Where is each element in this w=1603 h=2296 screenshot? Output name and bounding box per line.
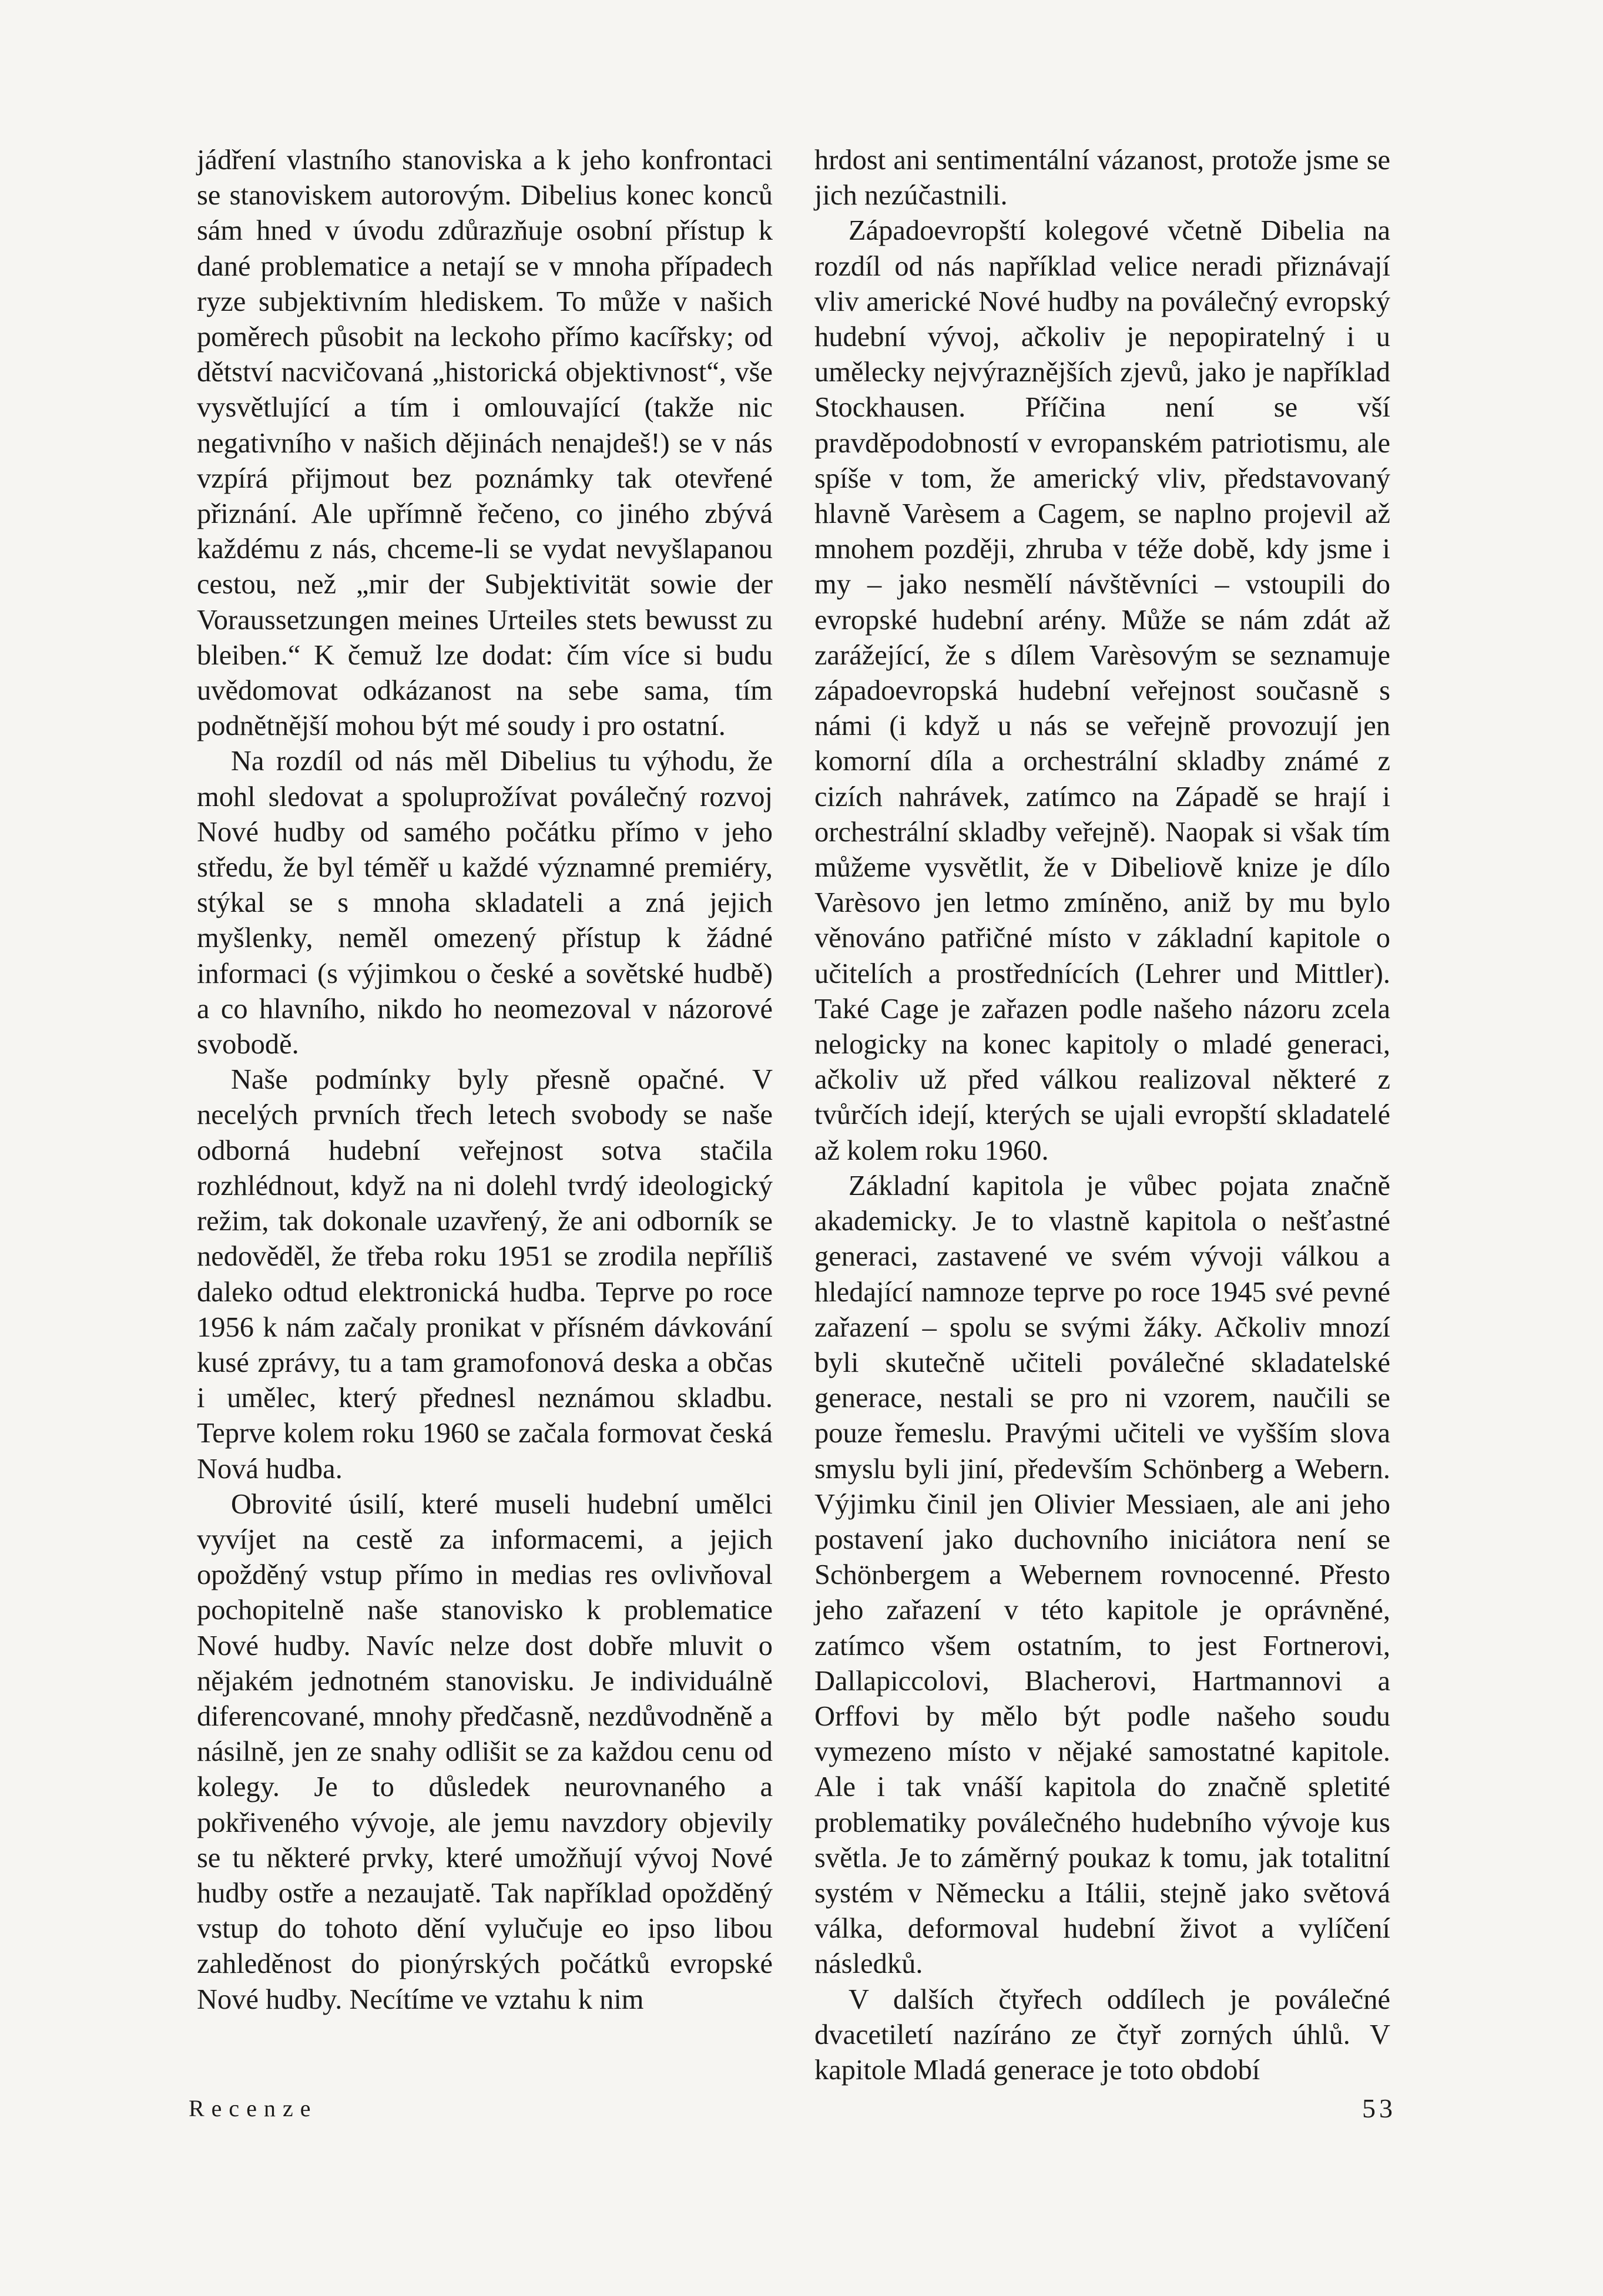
- paragraph: Základní kapitola je vůbec pojata značně akademicky. Je to vlastně kapitola o nešťastné generaci, zastavené ve svém vývoji válkou a hledající namnoze teprve po roce 1945 své pevné zařazení – spolu se svými žáky. Ačkoliv mnozí byli skutečně učiteli poválečné skladatelské generace, nestali se pro ni vzorem, naučili se pouze řemeslu. Pravými učiteli ve vyšším slova smyslu byli jiní, především Schönberg a Webern. Výjimku činil jen Olivier Messiaen, ale ani jeho postavení jako duchovního iniciátora není se Schönbergem a Webernem rovnocenné. Přesto jeho zařazení v této kapitole je oprávněné, zatímco všem ostatním, to jest Fortnerovi, Dallapiccolovi, Blacherovi, Hartmannovi a Orffovi by mělo být podle našeho soudu vymezeno místo v nějaké samostatné kapitole. Ale i tak vnáší kapitola do značně spletité problematiky poválečného hudebního vývoje kus světla. Je to záměrný poukaz k tomu, jak totalitní systém v Německu a Itálii, stejně jako světová válka, deformoval hudební život a vylíčení následků.: [814, 1170, 1390, 1980]
- page-number: 53: [1362, 2093, 1396, 2123]
- paragraph: V dalších čtyřech oddílech je poválečné dvacetiletí nazíráno ze čtyř zorných úhlů. V kapitole Mladá generace je toto období: [814, 1983, 1390, 2086]
- paragraph: jádření vlastního stanoviska a k jeho konfrontaci se stanoviskem autorovým. Dibelius konec konců sám hned v úvodu zdůrazňuje osobní přístup k dané problematice a netají se v mnoha případech ryze subjektivním hlediskem. To může v našich poměrech působit na leckoho přímo kacířsky; od dětství nacvičovaná „historická objektivnost“, vše vysvětlující a tím i omlouvající (takže nic negativního v našich dějinách nenajdeš!) se v nás vzpírá přijmout bez poznámky tak otevřené přiznání. Ale upřímně řečeno, co jiného zbývá každému z nás, chceme-li se vydat nevyšlapanou cestou, než „mir der Subjektivität sowie der Voraussetzungen meines Urteiles stets bewusst zu bleiben.“ K čemuž lze dodat: čím více si budu uvědomovat odkázanost na sebe sama, tím podnětnější mohou být mé soudy i pro ostatní.: [197, 145, 773, 742]
- paragraph: Obrovité úsilí, které museli hudební umělci vyvíjet na cestě za informacemi, a jejich opožděný vstup přímo in medias res ovlivňoval pochopitelně naše stanovisko k problematice Nové hudby. Navíc nelze dost dobře mluvit o nějakém jednotném stanovisku. Je individuálně diferencované, mnohy předčasně, nezdůvodněně a násilně, jen ze snahy odlišit se za každou cenu od kolegy. Je to důsledek neurovnaného a pokřiveného vývoje, ale jemu navzdory objevily se tu některé prvky, které umožňují vývoj Nové hudby ostře a nezaujatě. Tak například opožděný vstup do tohoto dění vylučuje eo ipso libou zahleděnost do pionýrských počátků evropské Nové hudby. Necítíme ve vztahu k nim: [197, 1488, 773, 2015]
- paragraph: hrdost ani sentimentální vázanost, protože jsme se jich nezúčastnili.: [814, 145, 1390, 212]
- right-text-column: [814, 143, 1390, 2088]
- paragraph: Na rozdíl od nás měl Dibelius tu výhodu, že mohl sledovat a spoluprožívat poválečný rozvoj Nové hudby od samého počátku přímo v jeho středu, že byl téměř u každé významné premiéry, stýkal se s mnoha skladateli a zná jejich myšlenky, neměl omezený přístup k žádné informaci (s výjimkou o české a sovětské hudbě) a co hlavního, nikdo ho neomezoval v názorové svobodě.: [197, 746, 773, 1060]
- left-text-column: [197, 143, 773, 2018]
- section-label: Recenze: [189, 2095, 318, 2122]
- paragraph: Západoevropští kolegové včetně Dibelia na rozdíl od nás například velice neradi přiznávají vliv americké Nové hudby na poválečný evropský hudební vývoj, ačkoliv je nepopiratelný i u umělecky nejvýraznějších zjevů, jako je například Stockhausen. Příčina není se vší pravděpodobností v evropanském patriotismu, ale spíše v tom, že americký vliv, představovaný hlavně Varèsem a Cagem, se naplno projevil až mnohem později, zhruba v téže době, kdy jsme i my – jako nesmělí návštěvníci – vstoupili do evropské hudební arény. Může se nám zdát až zarážející, že s dílem Varèsovým se seznamuje západoevropská hudební veřejnost současně s námi (i když u nás se veřejně provozují jen komorní díla a orchestrální skladby známé z cizích nahrávek, zatímco na Západě se hrají i orchestrální skladby veřejně). Naopak si však tím můžeme vysvětlit, že v Dibeliově knize je dílo Varèsovo jen letmo zmíněno, aniž by mu bylo věnováno patřičné místo v základní kapitole o učitelích a prostřednících (Lehrer und Mittler). Také Cage je zařazen podle našeho názoru zcela nelogicky na konec kapitoly o mladé generaci, ačkoliv už před válkou realizoval některé z tvůrčích idejí, kterých se ujali evropští skladatelé až kolem roku 1960.: [814, 215, 1390, 1166]
- paragraph: Naše podmínky byly přesně opačné. V necelých prvních třech letech svobody se naše odborná hudební veřejnost sotva stačila rozhlédnout, když na ni dolehl tvrdý ideologický režim, tak dokonale uzavřený, že ani odborník se nedověděl, že třeba roku 1951 se zrodila nepříliš daleko odtud elektronická hudba. Teprve po roce 1956 k nám začaly pronikat v přísném dávkování kusé zprávy, tu a tam gramofonová deska a občas i umělec, který přednesl neznámou skladbu. Teprve kolem roku 1960 se začala formovat česká Nová hudba.: [197, 1064, 773, 1485]
